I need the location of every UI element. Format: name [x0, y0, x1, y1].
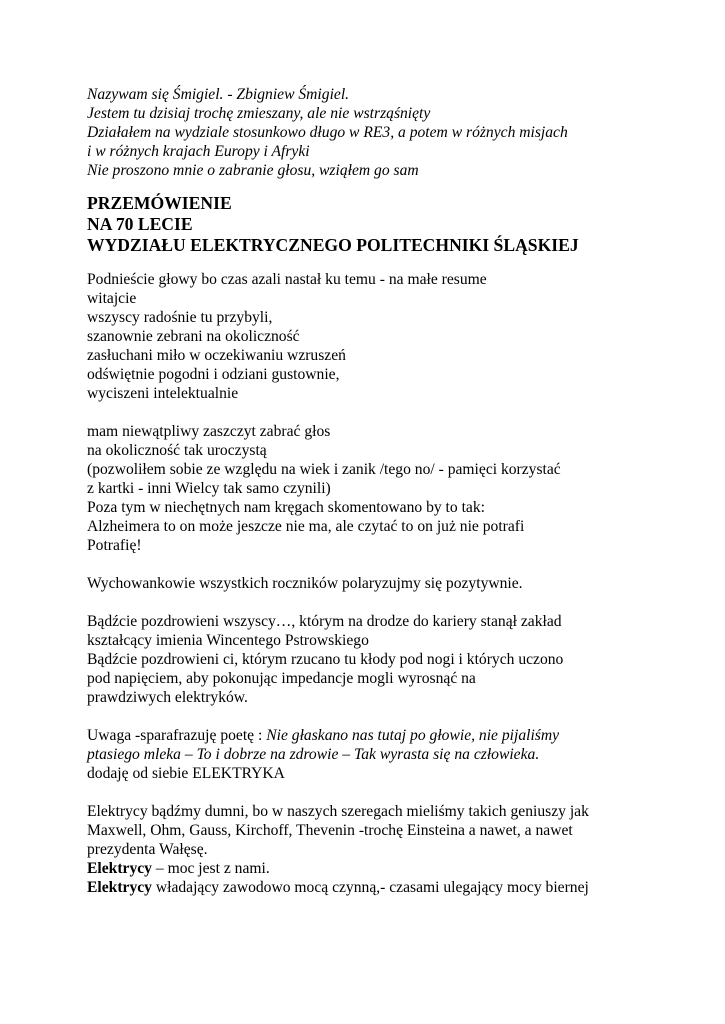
text-line: (pozwoliłem sobie ze względu na wiek i zanik /tego no/ - pamięci korzystać	[87, 461, 561, 478]
text-line: z kartki - inni Wielcy tak samo czynili)	[87, 480, 331, 497]
quote-text: ptasiego mleka – To i dobrze na zdrowie – Tak wyrasta się na człowieka.	[87, 746, 540, 763]
title-line: WYDZIAŁU ELEKTRYCZNEGO POLITECHNIKI ŚLĄSKIEJ	[87, 235, 579, 255]
line-rest: władający zawodowo mocą czynną,- czasami ulegający mocy biernej	[151, 879, 589, 896]
text-line	[87, 859, 707, 878]
text-line: Elektrycy bądźmy dumni, bo w naszych szeregach mieliśmy takich geniuszy jak	[87, 803, 589, 820]
intro-line: Nazywam się Śmigiel. - Zbigniew Śmigiel.	[87, 86, 350, 103]
text-line: prezydenta Wałęsę.	[87, 841, 208, 858]
text-line: Maxwell, Ohm, Gauss, Kirchoff, Thevenin -trochę Einsteina a nawet, a nawet	[87, 822, 573, 839]
text-line: Wychowankowie wszystkich roczników polaryzujmy się pozytywnie.	[87, 575, 523, 592]
text-line: odświętnie pogodni i odziani gustownie,	[87, 366, 340, 383]
paragraph-poet-quote	[87, 726, 707, 783]
text-line: pod napięciem, aby pokonując impedancje mogli wyrosnąć na	[87, 670, 476, 687]
text-line: dodaję od siebie ELEKTRYKA	[87, 765, 285, 782]
text-line: kształcący imienia Wincentego Pstrowskiego	[87, 632, 369, 649]
title-line: PRZEMÓWIENIE	[87, 193, 232, 213]
text-line: wszyscy radośnie tu przybyli,	[87, 309, 273, 326]
text-line: Bądźcie pozdrowieni wszyscy…, którym na drodze do kariery stanął zakład	[87, 613, 562, 630]
paragraph-greeting	[87, 270, 707, 403]
intro-line: Jestem tu dzisiaj trochę zmieszany, ale nie wstrząśnięty	[87, 105, 431, 122]
quote-text: Nie głaskano nas tutaj po głowie, nie pijaliśmy	[266, 727, 560, 744]
title-line: NA 70 LECIE	[87, 214, 193, 234]
quote-intro: Uwaga -sparafrazuję poetę :	[87, 727, 267, 744]
document-page	[87, 85, 707, 916]
text-line	[87, 878, 707, 897]
paragraph-alumni	[87, 574, 707, 593]
text-line: Poza tym w niechętnych nam kręgach skomentowano by to tak:	[87, 499, 485, 516]
text-line: witajcie	[87, 290, 137, 307]
document-title	[87, 193, 707, 256]
paragraph-greetings	[87, 612, 707, 707]
line-rest: – moc jest z nami.	[151, 860, 270, 877]
intro-line: i w różnych krajach Europy i Afryki	[87, 143, 310, 160]
text-line: Bądźcie pozdrowieni ci, którym rzucano tu kłody pod nogi i których uczono	[87, 651, 564, 668]
bold-word: Elektrycy	[87, 860, 152, 877]
text-line: Potrafię!	[87, 537, 142, 554]
bold-word: Elektrycy	[87, 879, 152, 896]
text-line	[87, 726, 707, 745]
text-line: szanownie zebrani na okoliczność	[87, 328, 300, 345]
text-line: prawdziwych elektryków.	[87, 689, 248, 706]
text-line: Podnieście głowy bo czas azali nastał ku temu - na małe resume	[87, 271, 487, 288]
text-line: na okoliczność tak uroczystą	[87, 442, 267, 459]
text-line: zasłuchani miło w oczekiwaniu wzruszeń	[87, 347, 346, 364]
paragraph-electricians	[87, 802, 707, 897]
intro-line: Nie proszono mnie o zabranie głosu, wziąłem go sam	[87, 162, 419, 179]
text-line: wyciszeni intelektualnie	[87, 385, 239, 402]
paragraph-honor	[87, 422, 707, 555]
intro-paragraph	[87, 85, 707, 180]
intro-line: Działałem na wydziale stosunkowo długo w RE3, a potem w różnych misjach	[87, 124, 568, 141]
text-line: mam niewątpliwy zaszczyt zabrać głos	[87, 423, 331, 440]
text-line: Alzheimera to on może jeszcze nie ma, ale czytać to on już nie potrafi	[87, 518, 525, 535]
